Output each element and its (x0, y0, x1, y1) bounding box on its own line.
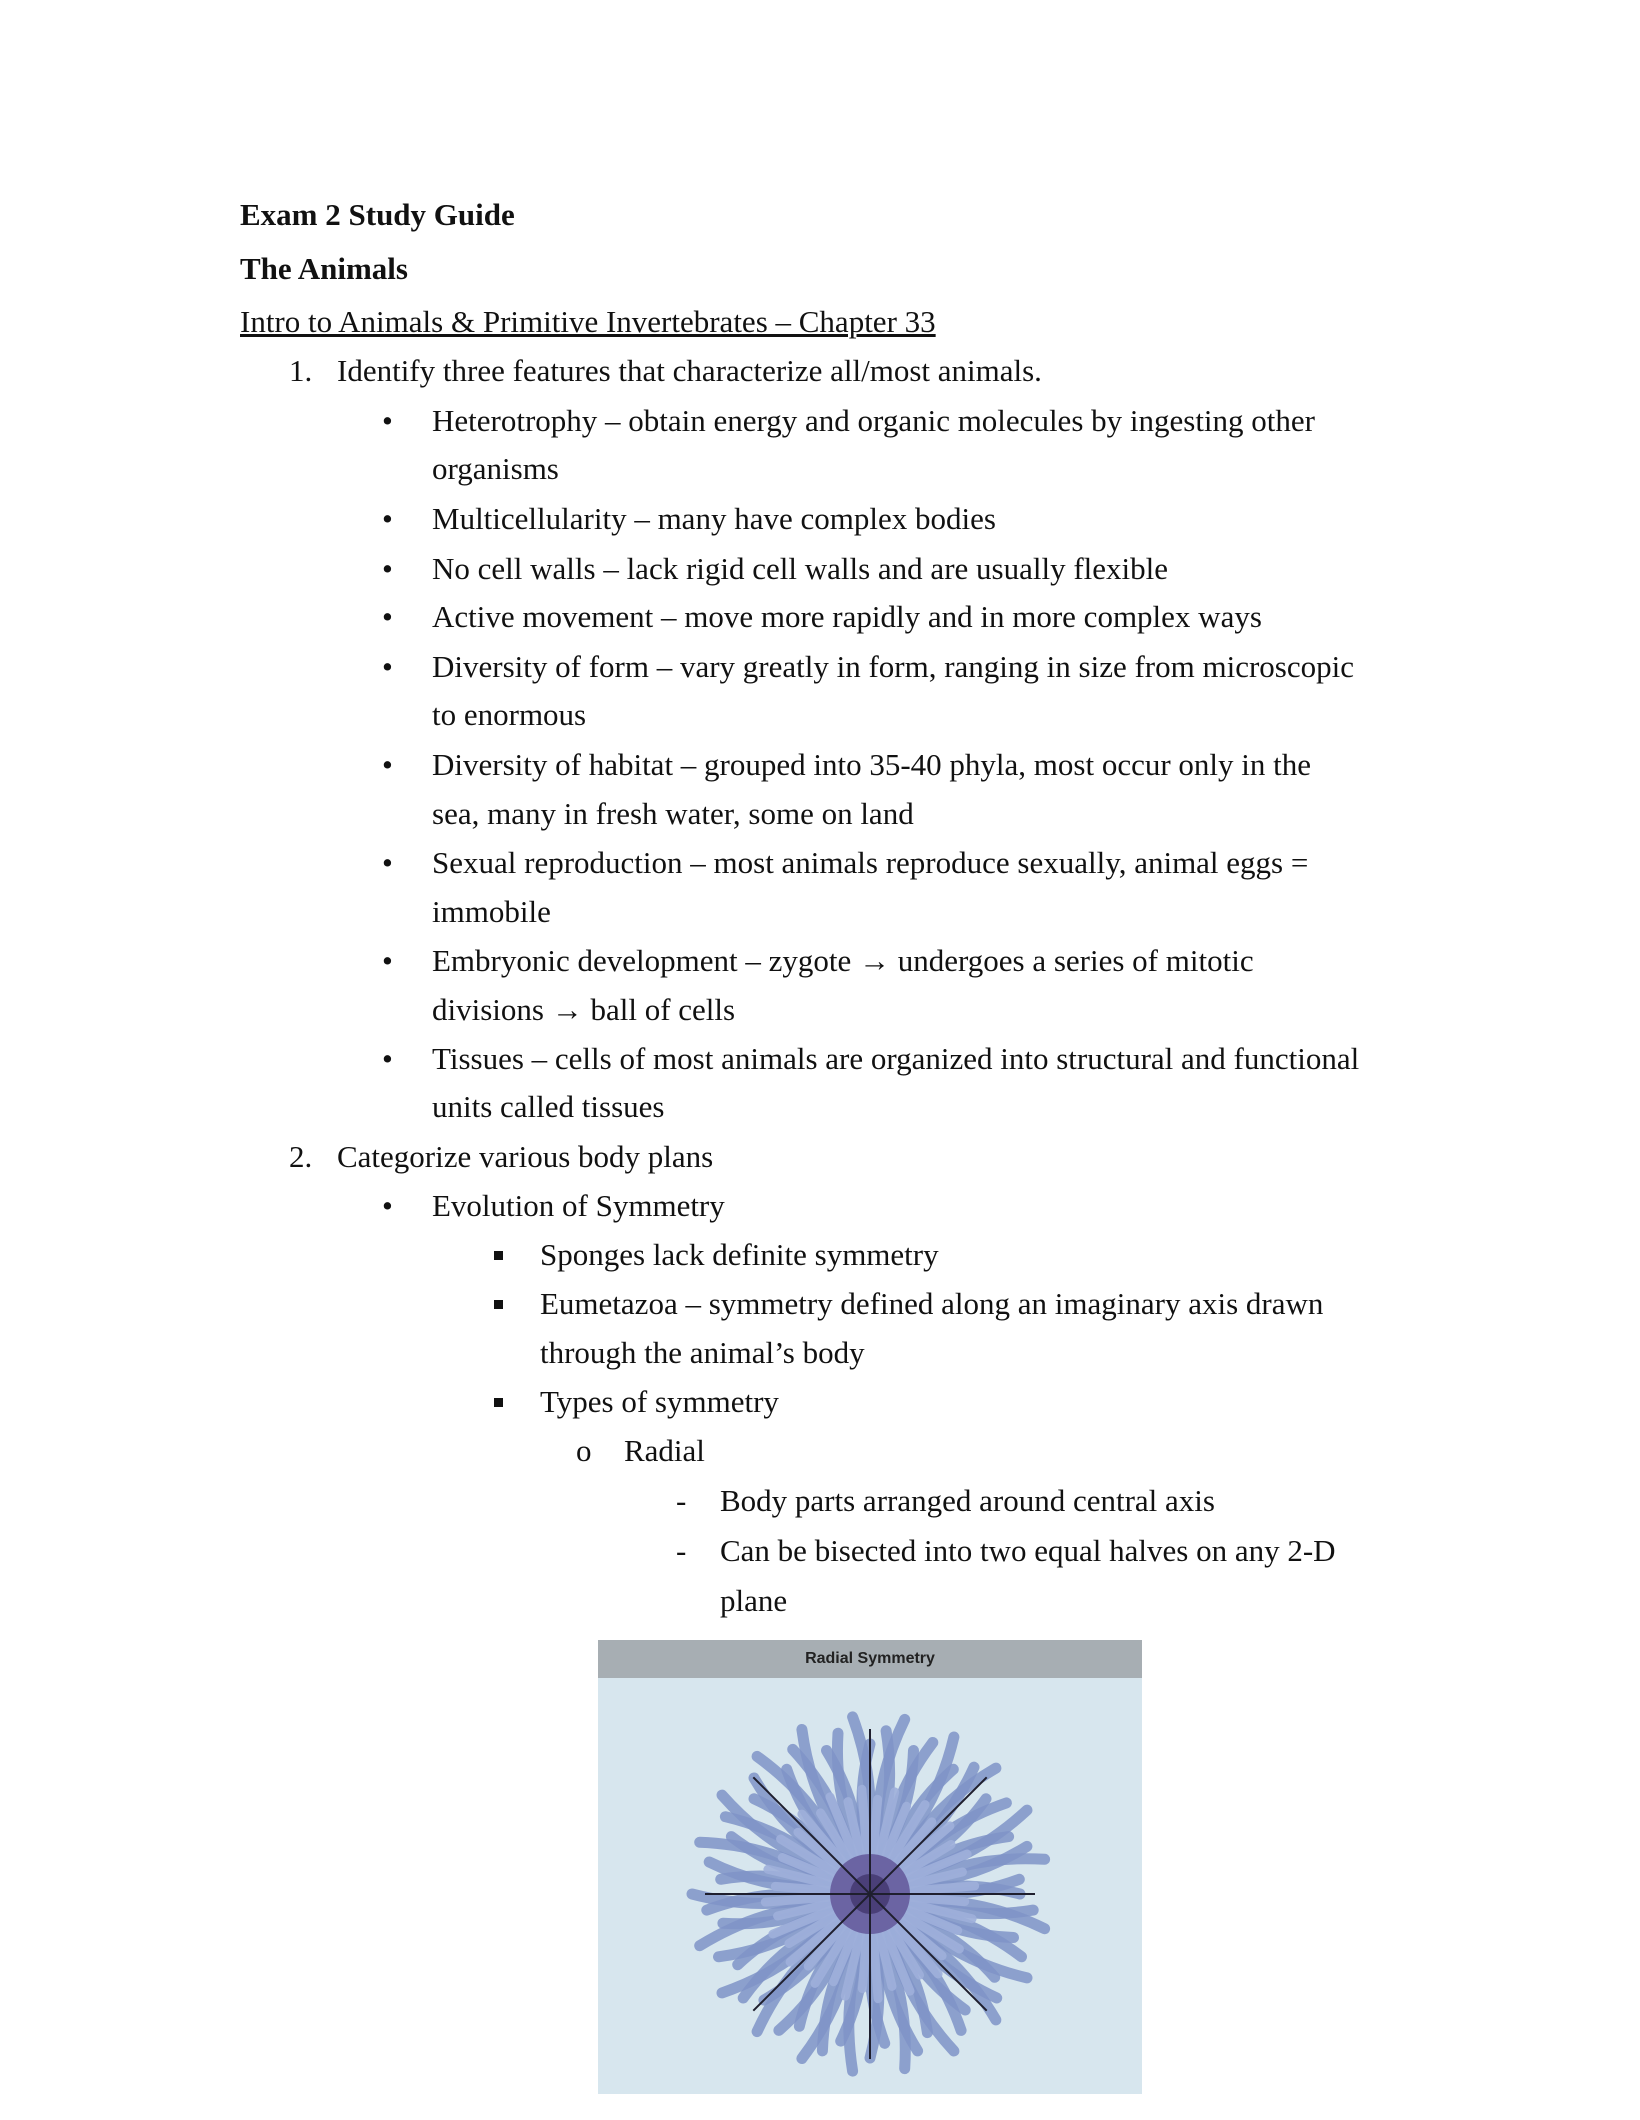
bullet-evolution-of-symmetry: Evolution of Symmetry (432, 1188, 725, 1223)
square-bullet-marker (494, 1300, 503, 1309)
bullet-marker: • (382, 1188, 393, 1223)
item-eumetazoa: Eumetazoa – symmetry defined along an imaginary axis drawn (540, 1286, 1324, 1321)
item-radial-bisected-cont: plane (720, 1583, 788, 1618)
bullet-marker: • (382, 1041, 393, 1076)
bullet-marker: • (382, 943, 393, 978)
bullet-marker: • (382, 403, 393, 438)
bullet-marker: • (382, 599, 393, 634)
bullet-diversity-form: Diversity of form – vary greatly in form, ranging in size from microscopic (432, 649, 1354, 684)
dash-marker: - (676, 1533, 687, 1568)
square-bullet-marker (494, 1398, 503, 1407)
inner-tentacle (765, 1896, 840, 1902)
bullet-active-movement: Active movement – move more rapidly and in more complex ways (432, 599, 1262, 634)
sea-anemone-illustration (598, 1678, 1142, 2094)
bullet-embryonic-development: Embryonic development – zygote → undergoes a series of mitotic (432, 943, 1254, 978)
item-types-of-symmetry: Types of symmetry (540, 1384, 779, 1419)
question-1-text: Identify three features that characterize all/most animals. (337, 353, 1042, 388)
bullet-diversity-habitat: Diversity of habitat – grouped into 35-40 phyla, most occur only in the (432, 747, 1312, 782)
bullet-sexual-reproduction-cont: immobile (432, 894, 551, 929)
bullet-marker: • (382, 551, 393, 586)
question-2-number: 2. (289, 1139, 313, 1174)
bullet-marker: • (382, 649, 393, 684)
dash-marker: - (676, 1483, 687, 1518)
document-subtitle: The Animals (240, 251, 408, 286)
section-heading: Intro to Animals & Primitive Invertebrates – Chapter 33 (240, 304, 936, 339)
radial-symmetry-figure (598, 1640, 1142, 2094)
bullet-diversity-habitat-cont: sea, many in fresh water, some on land (432, 796, 914, 831)
bullet-multicellularity: Multicellularity – many have complex bodies (432, 501, 996, 536)
bullet-embryonic-development-cont: divisions → ball of cells (432, 992, 736, 1027)
question-1-number: 1. (289, 353, 313, 388)
bullet-marker: • (382, 501, 393, 536)
document-title: Exam 2 Study Guide (240, 197, 515, 232)
inner-tentacle (872, 1924, 878, 1999)
bullet-marker: • (382, 747, 393, 782)
question-2-text: Categorize various body plans (337, 1139, 714, 1174)
bullet-sexual-reproduction: Sexual reproduction – most animals reproduce sexually, animal eggs = (432, 845, 1309, 880)
inner-tentacle (862, 1789, 868, 1864)
item-radial-bisected: Can be bisected into two equal halves on any 2-D (720, 1533, 1336, 1568)
inner-tentacle (900, 1886, 975, 1892)
bullet-heterotrophy-cont: organisms (432, 451, 559, 486)
square-bullet-marker (494, 1251, 503, 1260)
bullet-tissues-cont: units called tissues (432, 1089, 665, 1124)
bullet-no-cell-walls: No cell walls – lack rigid cell walls and are usually flexible (432, 551, 1169, 586)
item-eumetazoa-cont: through the animal’s body (540, 1335, 865, 1370)
bullet-heterotrophy: Heterotrophy – obtain energy and organic molecules by ingesting other (432, 403, 1315, 438)
bullet-marker: • (382, 845, 393, 880)
figure-caption: Radial Symmetry (598, 1640, 1142, 1678)
bullet-tissues: Tissues – cells of most animals are organized into structural and functional (432, 1041, 1360, 1076)
item-radial: Radial (624, 1433, 705, 1468)
circle-bullet-marker: o (576, 1433, 592, 1468)
bullet-diversity-form-cont: to enormous (432, 697, 587, 732)
item-sponges: Sponges lack definite symmetry (540, 1237, 939, 1272)
item-radial-central-axis: Body parts arranged around central axis (720, 1483, 1215, 1518)
